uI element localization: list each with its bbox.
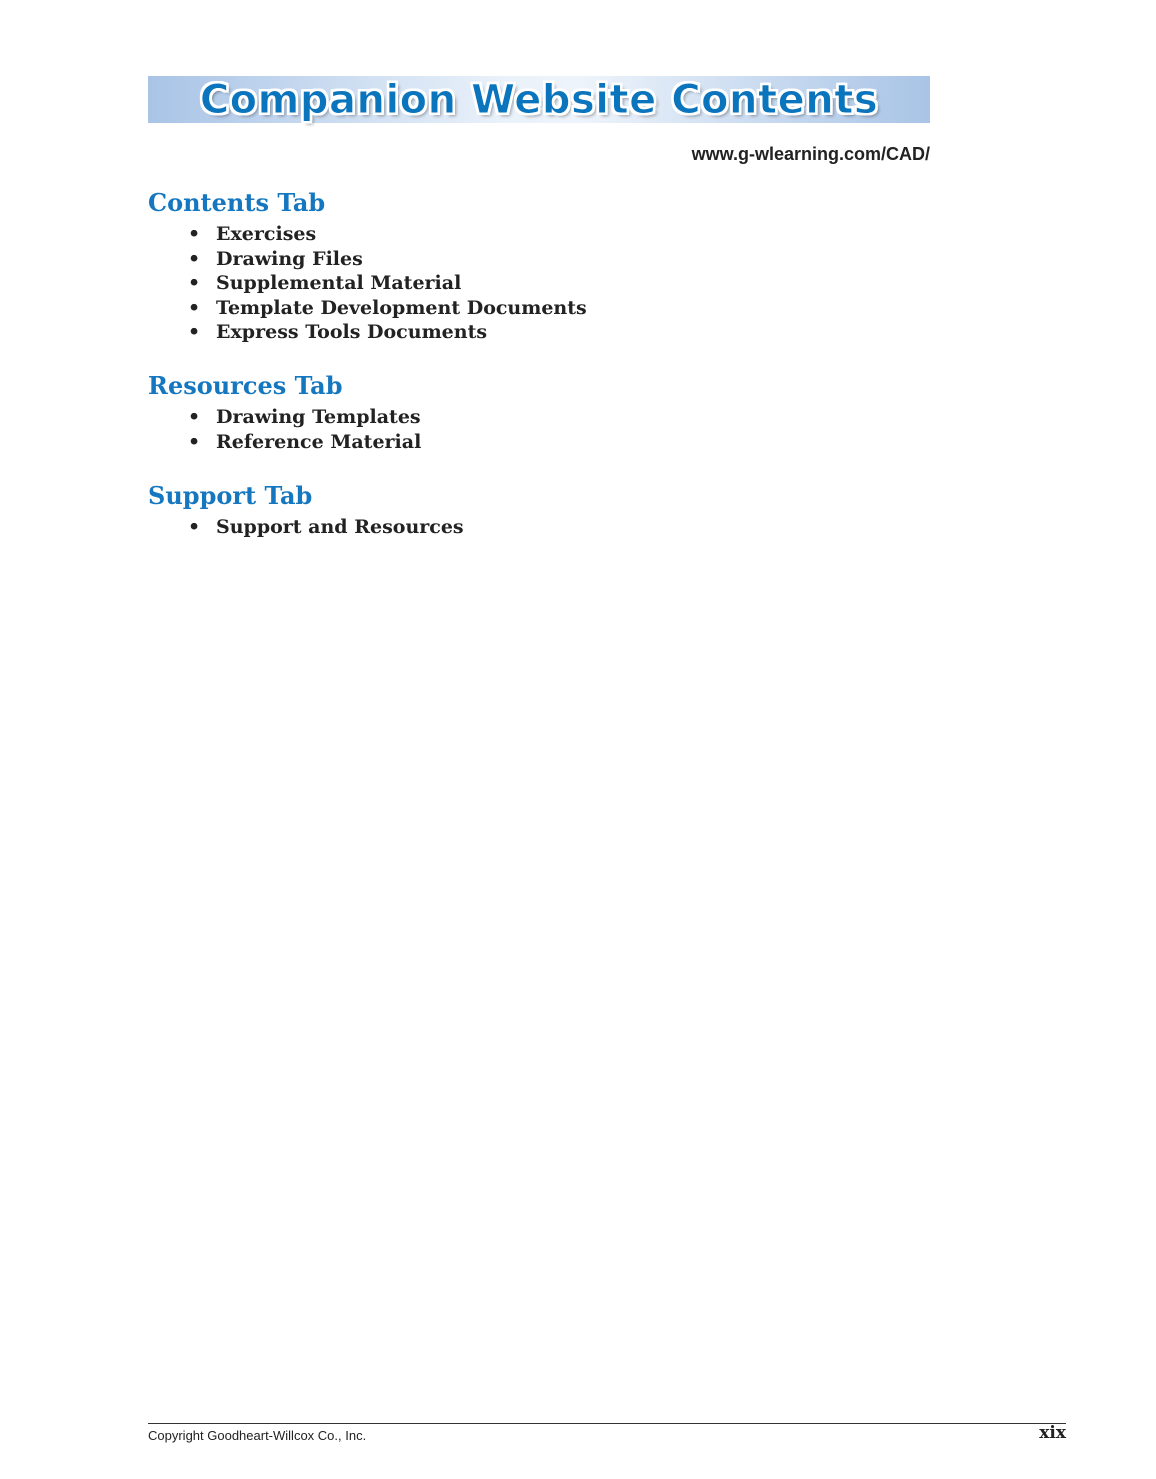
list-item: [148, 296, 587, 321]
list-item-label: Drawing Templates: [216, 406, 421, 428]
bullet-icon: •: [188, 247, 201, 270]
list-item-label: Exercises: [216, 223, 317, 245]
section-heading: Resources Tab: [148, 371, 343, 400]
bullet-icon: •: [188, 223, 201, 245]
bullet-icon: •: [188, 516, 201, 538]
list-item: [148, 320, 587, 345]
website-url[interactable]: www.g-wlearning.com/CAD/: [691, 144, 930, 164]
section-resources-tab: [148, 371, 421, 454]
footer-divider: [148, 1423, 1066, 1424]
page-title: Companion Website Contents: [199, 76, 879, 123]
section-support-tab: [148, 481, 464, 540]
section-contents-tab: [148, 188, 587, 345]
list-item: [148, 405, 421, 430]
item-list: [148, 515, 464, 540]
page-number: xix: [1039, 1423, 1066, 1443]
list-item-label: Express Tools Documents: [216, 321, 488, 343]
item-list: [148, 222, 587, 345]
bullet-icon: •: [188, 321, 201, 343]
list-item: [148, 271, 587, 296]
list-item-label: Supplemental Material: [216, 272, 462, 294]
list-item-label: Drawing Files: [216, 247, 363, 270]
item-list: [148, 405, 421, 454]
section-heading: Contents Tab: [148, 188, 326, 217]
bullet-icon: •: [188, 406, 201, 428]
list-item: [148, 430, 421, 455]
copyright-notice: Copyright Goodheart-Willcox Co., Inc.: [148, 1428, 367, 1443]
section-heading: Support Tab: [148, 481, 313, 510]
list-item-label: Support and Resources: [216, 516, 464, 538]
bullet-icon: •: [188, 296, 201, 319]
list-item-label: Template Development Documents: [216, 296, 587, 319]
bullet-icon: •: [188, 272, 201, 294]
title-banner: [148, 76, 930, 123]
list-item: [148, 247, 587, 272]
bullet-icon: •: [188, 430, 201, 453]
list-item: [148, 222, 587, 247]
list-item: [148, 515, 464, 540]
list-item-label: Reference Material: [216, 430, 422, 453]
